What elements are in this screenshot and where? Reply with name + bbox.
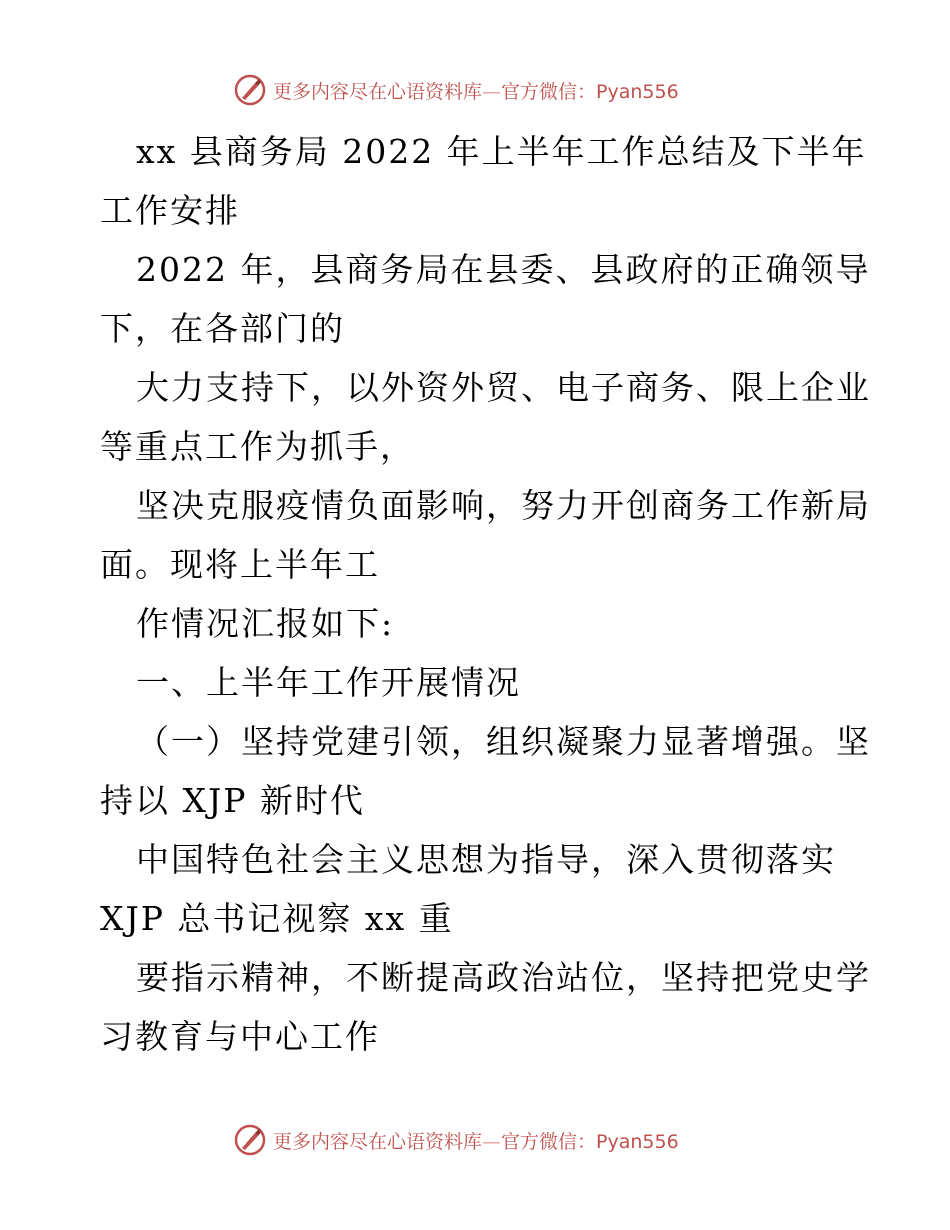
text-line: XJP 总书记视察 xx 重 xyxy=(100,899,454,938)
banner-text: 更多内容尽在心语资料库—官方微信：Pyan556 xyxy=(273,1130,679,1153)
text-line: （一）坚持党建引领，组织凝聚力显著增强。坚 xyxy=(136,722,871,761)
text-line: 要指示精神，不断提高政治站位，坚持把党史学 xyxy=(136,958,871,997)
text-line: 下，在各部门的 xyxy=(100,309,345,348)
text-line: 大力支持下，以外资外贸、电子商务、限上企业 xyxy=(136,368,871,407)
text-line: xx 县商务局 2022 年上半年工作总结及下半年 xyxy=(136,132,867,171)
text-line: 坚决克服疫情负面影响，努力开创商务工作新局 xyxy=(136,486,871,525)
text-line: 2022 年，县商务局在县委、县政府的正确领导 xyxy=(136,250,871,289)
text-line: 面。现将上半年工 xyxy=(100,545,380,584)
text-line: 习教育与中心工作 xyxy=(100,1017,380,1056)
text-line: 中国特色社会主义思想为指导，深入贯彻落实 xyxy=(136,840,836,879)
banner-text: 更多内容尽在心语资料库—官方微信：Pyan556 xyxy=(273,80,679,103)
text-line: 作情况汇报如下: xyxy=(136,604,395,643)
header-banner xyxy=(233,72,753,108)
text-line: 一、上半年工作开展情况 xyxy=(136,663,521,702)
text-line: 工作安排 xyxy=(100,191,240,230)
pen-logo-icon xyxy=(233,1123,267,1157)
pen-logo-icon xyxy=(233,73,267,107)
text-line: 持以 XJP 新时代 xyxy=(100,781,365,820)
text-line: 等重点工作为抓手， xyxy=(100,427,415,466)
footer-banner xyxy=(233,1122,753,1158)
document-body xyxy=(100,122,871,1066)
